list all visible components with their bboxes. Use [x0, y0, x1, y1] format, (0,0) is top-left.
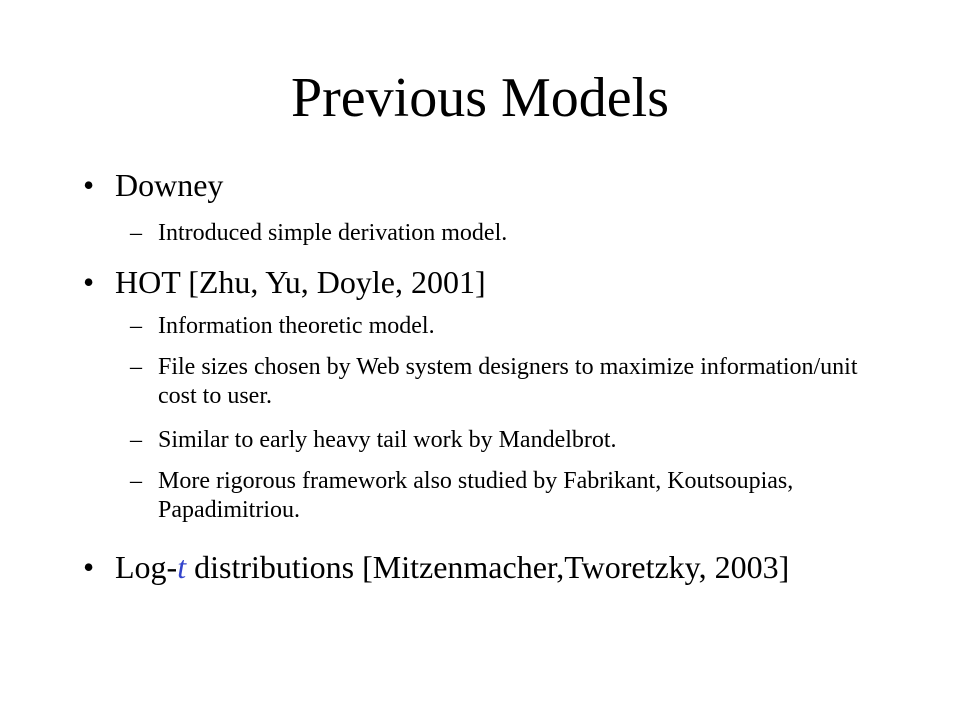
sub-item-text: Similar to early heavy tail work by Mandelbrot. [158, 427, 617, 453]
slide-title: Previous Models [291, 67, 669, 129]
bullet-item-log-t [83, 548, 863, 586]
bullet-icon: • [83, 167, 95, 203]
sub-item [130, 312, 870, 341]
dash-icon: – [130, 220, 142, 246]
bullet-icon: • [83, 549, 95, 585]
sub-item-text: File sizes chosen by Web system designers to maximize information/unit cost to user. [158, 354, 858, 409]
bullet-text: HOT [Zhu, Yu, Doyle, 2001] [115, 264, 486, 300]
bullet-icon: • [83, 264, 95, 300]
sub-item-text: Information theoretic model. [158, 313, 435, 339]
dash-icon: – [130, 354, 142, 380]
bullet-item-hot [83, 263, 863, 301]
sub-item-text: More rigorous framework also studied by Fabrikant, Koutsoupias, Papadimitriou. [158, 468, 794, 523]
sub-item [130, 426, 870, 455]
italic-t-accent: t [177, 549, 187, 585]
bullet-text: Downey [115, 167, 224, 203]
sub-item [130, 467, 870, 525]
sub-item [130, 219, 870, 248]
bullet-text-part: distributions [Mitzenmacher,Tworetzky, 2003] [186, 549, 790, 585]
bullet-text-part: Log- [115, 549, 178, 585]
sub-item [130, 353, 870, 411]
dash-icon: – [130, 468, 142, 494]
bullet-text [115, 548, 863, 586]
dash-icon: – [130, 313, 142, 339]
bullet-item-downey [83, 166, 863, 204]
sub-item-text: Introduced simple derivation model. [158, 220, 508, 246]
dash-icon: – [130, 427, 142, 453]
